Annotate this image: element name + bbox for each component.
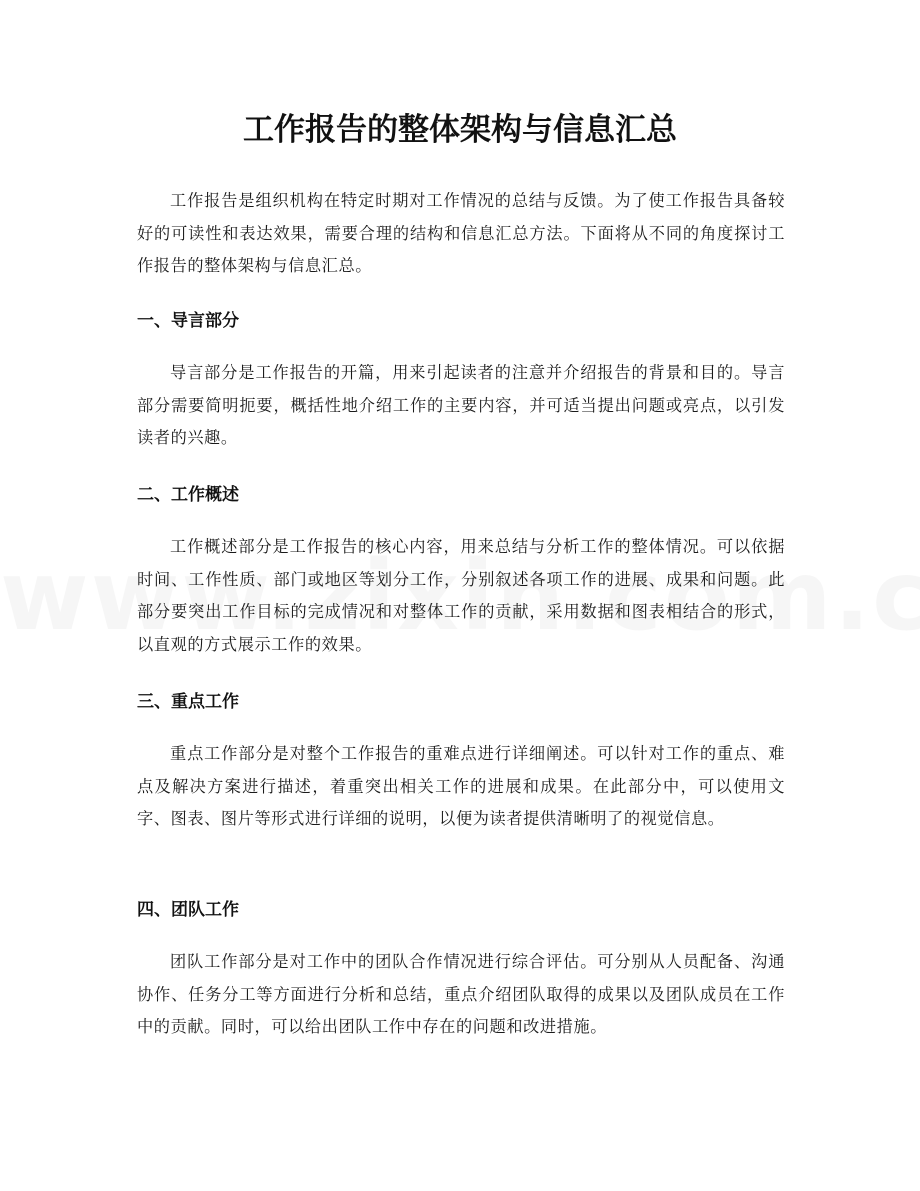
- section-body-team-work: 团队工作部分是对工作中的团队合作情况进行综合评估。可分别从人员配备、沟通协作、任务分工等方面进行分析和总结，重点介绍团队取得的成果以及团队成员在工作中的贡献。同时，可以给出团队工作中存在的问题和改进措施。: [137, 952, 785, 1036]
- section-heading-key-work: 三、重点工作: [137, 692, 239, 712]
- intro-paragraph: 工作报告是组织机构在特定时期对工作情况的总结与反馈。为了使工作报告具备较好的可读性和表达效果，需要合理的结构和信息汇总方法。下面将从不同的角度探讨工作报告的整体架构与信息汇总。: [137, 191, 785, 275]
- page-title: 工作报告的整体架构与信息汇总: [243, 112, 677, 148]
- section-body-intro: 导言部分是工作报告的开篇，用来引起读者的注意并介绍报告的背景和目的。导言部分需要简明扼要，概括性地介绍工作的主要内容，并可适当提出问题或亮点，以引发读者的兴趣。: [137, 363, 785, 447]
- section-heading-intro: 一、导言部分: [137, 311, 239, 331]
- section-heading-team-work: 四、团队工作: [137, 900, 239, 920]
- section-heading-overview: 二、工作概述: [137, 485, 239, 505]
- section-body-overview: 工作概述部分是工作报告的核心内容，用来总结与分析工作的整体情况。可以依据时间、工作性质、部门或地区等划分工作，分别叙述各项工作的进展、成果和问题。此部分要突出工作目标的完成情况和对整体工作的贡献，采用数据和图表相结合的形式，以直观的方式展示工作的效果。: [137, 537, 785, 654]
- section-body-key-work: 重点工作部分是对整个工作报告的重难点进行详细阐述。可以针对工作的重点、难点及解决方案进行描述，着重突出相关工作的进展和成果。在此部分中，可以使用文字、图表、图片等形式进行详细的说明，以便为读者提供清晰明了的视觉信息。: [137, 744, 785, 828]
